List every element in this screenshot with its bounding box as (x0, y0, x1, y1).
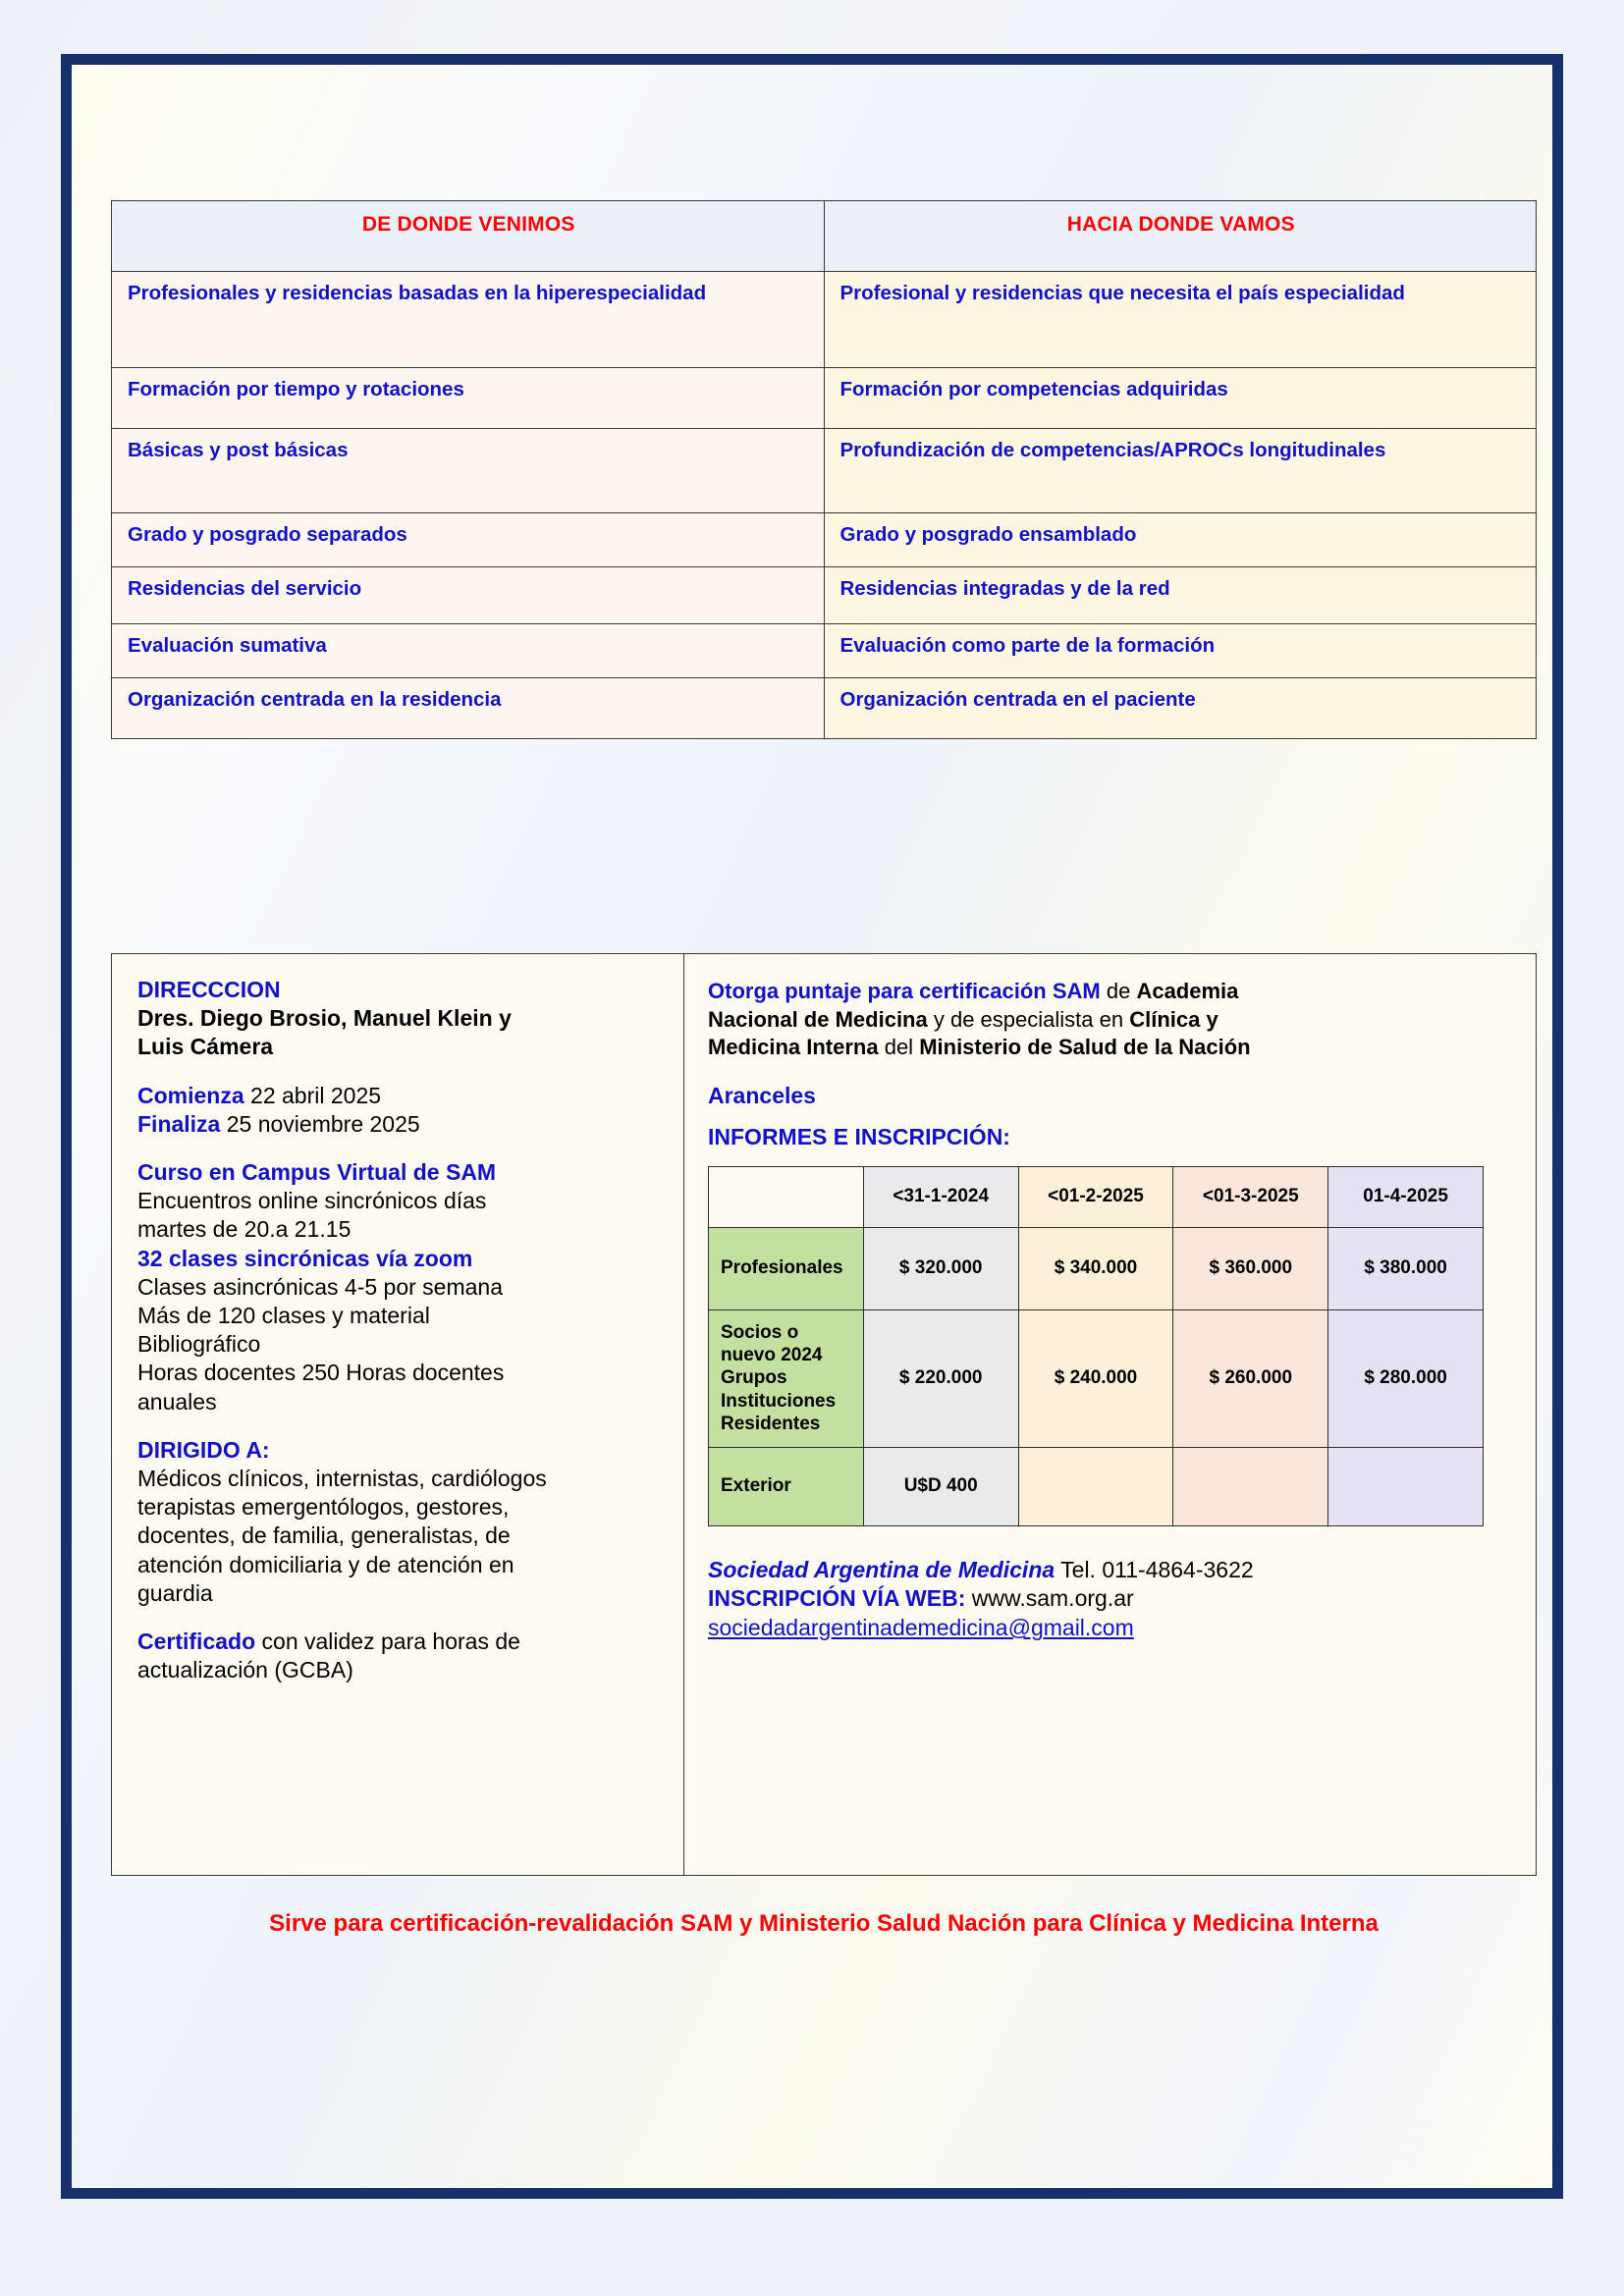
email-link[interactable]: sociedadargentinademedicina@gmail.com (708, 1615, 1134, 1641)
comienza-value: 22 abril 2025 (244, 1082, 382, 1108)
inscripcion-web-url: www.sam.org.ar (965, 1585, 1134, 1612)
otorga-puntaje-text: Otorga puntaje para certificación SAM (708, 979, 1101, 1003)
cell-right-5: Residencias integradas y de la red (824, 567, 1537, 624)
informes-inscripcion-heading: INFORMES E INSCRIPCIÓN: (708, 1123, 1010, 1149)
teaching-hours-line-1: Horas docentes 250 Horas docentes (137, 1360, 505, 1386)
inscripcion-web-label: INSCRIPCIÓN VÍA WEB: (708, 1585, 966, 1612)
cell-left-6: Evaluación sumativa (112, 624, 825, 678)
teaching-hours-line-2: anuales (137, 1388, 217, 1415)
otorga-connector-2: y de especialista en (927, 1006, 1130, 1032)
cell-left-3: Básicas y post básicas (112, 429, 825, 513)
audience-line-5: guardia (137, 1579, 213, 1606)
price-cell-1-0: $ 220.000 (863, 1309, 1018, 1447)
accreditation-paragraph (708, 978, 1512, 1062)
director-names-line-1: Dres. Diego Brosio, Manuel Klein y (137, 1005, 512, 1032)
cell-right-1: Profesional y residencias que necesita el país especialidad (824, 272, 1537, 368)
aranceles-heading: Aranceles (708, 1082, 816, 1108)
cell-left-5: Residencias del servicio (112, 567, 825, 624)
organization-name: Sociedad Argentina de Medicina (708, 1556, 1056, 1582)
otorga-connector-3: del (878, 1035, 920, 1060)
price-cell-2-1 (1018, 1447, 1173, 1525)
certificate-line-2: actualización (GCBA) (137, 1657, 353, 1683)
contact-block (708, 1556, 1512, 1644)
otorga-connector-1: de (1100, 979, 1137, 1003)
more-classes-line: Más de 120 clases y material (137, 1303, 430, 1329)
spacer (708, 1062, 1512, 1082)
column-header-de-donde-venimos: DE DONDE VENIMOS (112, 201, 825, 272)
sync-meetings-line-1: Encuentros online sincrónicos días (137, 1188, 487, 1214)
pricing-row-socios (709, 1309, 1484, 1447)
pricing-row-label-2: Exterior (709, 1447, 864, 1525)
sync-classes-count: 32 clases sincrónicas vía zoom (137, 1245, 473, 1271)
audience-line-3: docentes, de familia, generalistas, de (137, 1522, 511, 1549)
dirigido-a-heading: DIRIGIDO A: (137, 1436, 270, 1463)
course-platform-heading: Curso en Campus Virtual de SAM (137, 1159, 497, 1186)
cell-right-6: Evaluación como parte de la formación (824, 624, 1537, 678)
price-cell-1-2: $ 260.000 (1173, 1309, 1328, 1447)
spacer (708, 1111, 1512, 1123)
table-row (112, 678, 1537, 739)
pricing-col-header-3: <01-3-2025 (1173, 1166, 1328, 1227)
cell-left-2: Formación por tiempo y rotaciones (112, 368, 825, 429)
comparison-table (111, 200, 1537, 739)
pricing-row-profesionales (709, 1227, 1484, 1309)
end-date-line (137, 1110, 662, 1139)
spacer (137, 1139, 662, 1158)
cell-right-3: Profundización de competencias/APROCs longitudinales (824, 429, 1537, 513)
bibliographic-line: Bibliográfico (137, 1331, 261, 1358)
price-cell-0-1: $ 340.000 (1018, 1227, 1173, 1309)
table-header-row (112, 201, 1537, 272)
price-cell-0-2: $ 360.000 (1173, 1227, 1328, 1309)
organization-line (708, 1556, 1512, 1585)
price-cell-2-3 (1328, 1447, 1484, 1525)
pricing-col-header-1: <31-1-2024 (863, 1166, 1018, 1227)
audience-line-2: terapistas emergentólogos, gestores, (137, 1494, 510, 1521)
spacer (137, 1608, 662, 1628)
price-cell-0-3: $ 380.000 (1328, 1227, 1484, 1309)
column-header-hacia-donde-vamos: HACIA DONDE VAMOS (824, 201, 1537, 272)
sync-meetings-line-2: martes de 20.a 21.15 (137, 1216, 352, 1243)
pricing-col-header-2: <01-2-2025 (1018, 1166, 1173, 1227)
ministerio-salud-text: Ministerio de Salud de la Nación (919, 1035, 1251, 1060)
cell-right-7: Organización centrada en el paciente (824, 678, 1537, 739)
table-row (112, 567, 1537, 624)
document-frame (61, 54, 1563, 2199)
finaliza-label: Finaliza (137, 1110, 221, 1137)
cell-left-7: Organización centrada en la residencia (112, 678, 825, 739)
cell-right-4: Grado y posgrado ensamblado (824, 513, 1537, 567)
direccion-heading: DIRECCCION (137, 977, 281, 1002)
course-info-box (111, 953, 1537, 1876)
certificado-label: Certificado (137, 1629, 256, 1655)
spacer (137, 1062, 662, 1082)
academia-nacional-part-1: Academia (1136, 979, 1239, 1003)
organization-phone: Tel. 011-4864-3622 (1055, 1556, 1254, 1582)
pricing-table (708, 1166, 1484, 1526)
document-inner (72, 65, 1552, 2188)
cell-left-4: Grado y posgrado separados (112, 513, 825, 567)
async-classes-line: Clases asincrónicas 4-5 por semana (137, 1273, 504, 1300)
price-cell-1-3: $ 280.000 (1328, 1309, 1484, 1447)
clinica-medicina-part-2: Medicina Interna (708, 1035, 879, 1060)
director-names-line-2: Luis Cámera (137, 1034, 274, 1060)
table-row (112, 429, 1537, 513)
comienza-label: Comienza (137, 1082, 244, 1108)
finaliza-value: 25 noviembre 2025 (220, 1110, 420, 1137)
pricing-corner-cell (709, 1166, 864, 1227)
pricing-row-label-0: Profesionales (709, 1227, 864, 1309)
table-row (112, 624, 1537, 678)
cell-left-1: Profesionales y residencias basadas en la hiperespecialidad (112, 272, 825, 368)
start-date-line (137, 1082, 662, 1110)
table-row (112, 513, 1537, 567)
price-cell-2-0: U$D 400 (863, 1447, 1018, 1525)
pricing-col-header-4: 01-4-2025 (1328, 1166, 1484, 1227)
accreditation-line-3 (708, 1034, 1512, 1062)
accreditation-line-2 (708, 1006, 1512, 1035)
price-cell-2-2 (1173, 1447, 1328, 1525)
price-cell-0-0: $ 320.000 (863, 1227, 1018, 1309)
pricing-row-exterior (709, 1447, 1484, 1525)
course-details-column (112, 954, 684, 1875)
pricing-header-row (709, 1166, 1484, 1227)
pricing-row-label-1: Socios o nuevo 2024 Grupos Instituciones Residentes (709, 1309, 864, 1447)
academia-nacional-part-2: Nacional de Medicina (708, 1006, 928, 1032)
spacer (137, 1416, 662, 1436)
certificado-rest-1: con validez para horas de (255, 1629, 520, 1655)
audience-line-4: atención domiciliaria y de atención en (137, 1551, 514, 1577)
enrollment-column (684, 954, 1536, 1875)
cell-right-2: Formación por competencias adquiridas (824, 368, 1537, 429)
table-row (112, 368, 1537, 429)
footer-note: Sirve para certificación-revalidación SAM y Ministerio Salud Nación para Clínica y Medicina Interna (269, 1910, 1379, 1937)
audience-line-1: Médicos clínicos, internistas, cardiólogos (137, 1466, 547, 1492)
web-registration-line (708, 1584, 1512, 1614)
clinica-medicina-part-1: Clínica y (1129, 1006, 1218, 1032)
certificate-line-1 (137, 1628, 662, 1656)
table-row (112, 272, 1537, 368)
price-cell-1-1: $ 240.000 (1018, 1309, 1173, 1447)
